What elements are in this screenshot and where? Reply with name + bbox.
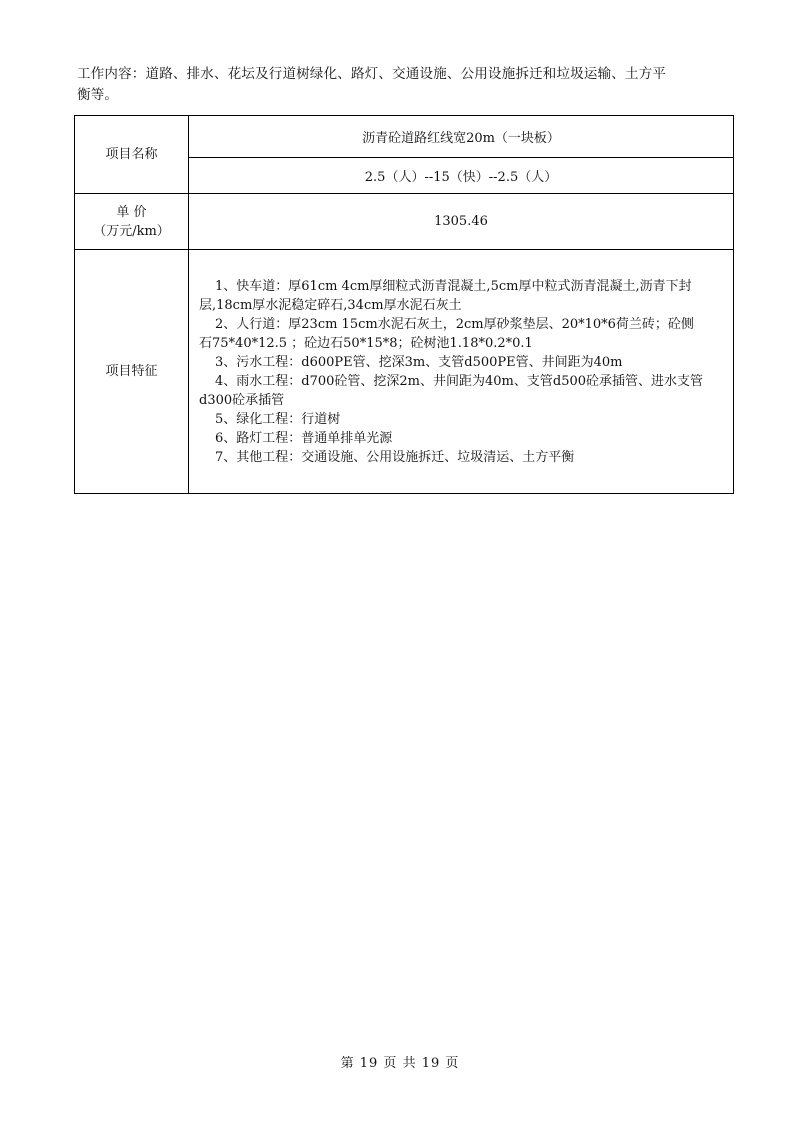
intro-line-1: 工作内容：道路、排水、花坛及行道树绿化、路灯、交通设施、公用设施拆迁和垃圾运输、土方平 [77, 66, 667, 82]
unit-price-label-line2: （万元/km） [93, 223, 170, 239]
feature-line: d300砼承插管 [199, 392, 285, 408]
project-title-cell: 沥青砼道路红线宽20m（一块板） [189, 116, 734, 158]
work-content-intro [77, 64, 727, 106]
unit-price-label-line1: 单 价 [116, 204, 147, 220]
project-name-label: 项目名称 [75, 116, 189, 194]
project-spec-table [74, 115, 734, 494]
features-list [189, 263, 733, 481]
unit-price-label [75, 194, 189, 250]
feature-line: 石75*40*12.5 ；砼边石50*15*8；砼树池1.18*0.2*0.1 [199, 335, 533, 351]
unit-price-value: 1305.46 [189, 194, 734, 250]
feature-line: 层,18cm厚水泥稳定碎石,34cm厚水泥石灰土 [199, 297, 462, 313]
feature-line: 2、人行道：厚23cm 15cm水泥石灰土，2cm厚砂浆垫层、20*10*6荷兰砖；砼侧 [215, 316, 694, 332]
features-row [75, 250, 734, 494]
feature-line: 7、其他工程：交通设施、公用设施拆迁、垃圾清运、土方平衡 [215, 449, 575, 465]
project-section-cell: 2.5（人）--15（快）--2.5（人） [189, 158, 734, 194]
feature-line: 6、路灯工程：普通单排单光源 [215, 430, 393, 446]
page-footer: 第 19 页 共 19 页 [340, 1056, 460, 1071]
features-cell [189, 250, 734, 494]
features-label: 项目特征 [75, 250, 189, 494]
feature-line: 1、快车道：厚61cm 4cm厚细粒式沥青混凝土,5cm厚中粒式沥青混凝土,沥青下封 [215, 278, 692, 294]
unit-price-row [75, 194, 734, 250]
intro-line-2: 衡等。 [77, 87, 119, 103]
feature-line: 5、绿化工程：行道树 [215, 411, 341, 427]
feature-line: 4、雨水工程：d700砼管、挖深2m、井间距为40m、支管d500砼承插管、进水支管 [215, 373, 704, 389]
feature-line: 3、污水工程：d600PE管、挖深3m、支管d500PE管、井间距为40m [215, 354, 623, 370]
project-name-row [75, 116, 734, 158]
